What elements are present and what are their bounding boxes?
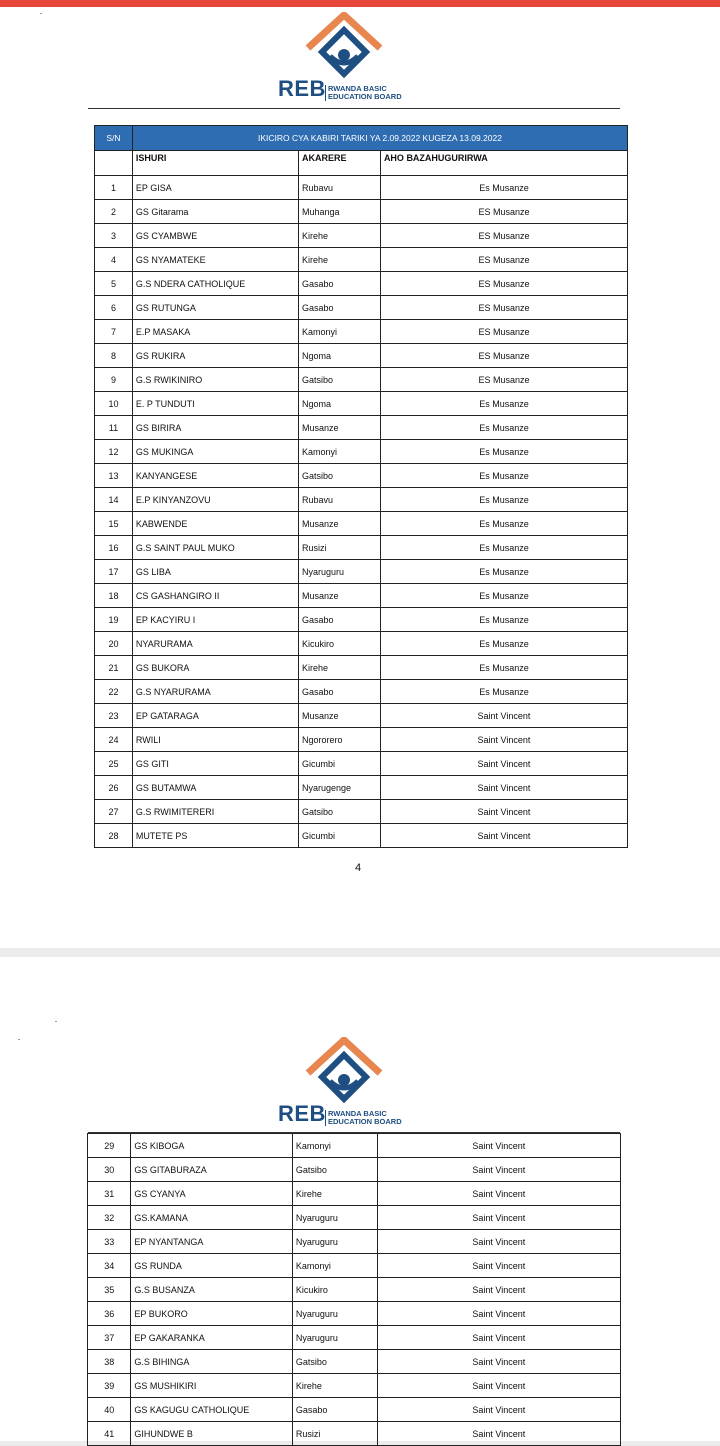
district-name: Kamonyi [298,440,380,464]
school-name: GS LIBA [132,560,298,584]
sn-header: S/N [95,126,133,151]
training-center: Saint Vincent [377,1422,620,1446]
school-name: GS KIBOGA [131,1134,293,1158]
school-name: GS RUKIRA [132,344,298,368]
table-row [95,680,628,704]
table-row [95,584,628,608]
district-name: Gatsibo [292,1350,377,1374]
table-row [95,464,628,488]
table-row [95,296,628,320]
school-name: G.S BUSANZA [131,1278,293,1302]
reb-subtitle [325,85,402,101]
district-name: Gasabo [298,680,380,704]
table-row [95,800,628,824]
district-name: Gatsibo [298,464,380,488]
row-number: 41 [88,1422,131,1446]
table-row [95,200,628,224]
row-number: 29 [88,1134,131,1158]
school-name: EP GATARAGA [132,704,298,728]
training-center: ES Musanze [380,344,627,368]
school-name: EP NYANTANGA [131,1230,293,1254]
row-number: 2 [95,200,133,224]
district-name: Nyarugenge [298,776,380,800]
district-name: Kamonyi [298,320,380,344]
school-name: GS BIRIRA [132,416,298,440]
training-center: Es Musanze [380,608,627,632]
row-number: 21 [95,656,133,680]
row-number: 9 [95,368,133,392]
training-center: Es Musanze [380,440,627,464]
district-name: Gatsibo [298,800,380,824]
school-name: GS CYANYA [131,1182,293,1206]
reb-subtitle-line1: RWANDA BASIC [328,1109,387,1118]
table-row [95,560,628,584]
training-center: Es Musanze [380,416,627,440]
district-name: Gasabo [298,608,380,632]
table-row [88,1398,621,1422]
schools-table [94,125,628,848]
table-row [88,1158,621,1182]
table-row [95,344,628,368]
school-name: GS NYAMATEKE [132,248,298,272]
table-row [88,1182,621,1206]
school-name: KABWENDE [132,512,298,536]
district-name: Kirehe [292,1182,377,1206]
row-number: 6 [95,296,133,320]
school-name: GS MUKINGA [132,440,298,464]
district-name: Kirehe [298,248,380,272]
table-row [95,224,628,248]
district-name: Rubavu [298,488,380,512]
school-name: E.P MASAKA [132,320,298,344]
school-name: G.S RWIMITERERI [132,800,298,824]
row-number: 5 [95,272,133,296]
school-name: G.S SAINT PAUL MUKO [132,536,298,560]
district-name: Musanze [298,584,380,608]
row-number: 32 [88,1206,131,1230]
training-center: Saint Vincent [380,728,627,752]
page-number: 4 [355,862,362,874]
table-row [95,656,628,680]
school-name: EP BUKORO [131,1302,293,1326]
school-name: G.S BIHINGA [131,1350,293,1374]
row-number: 17 [95,560,133,584]
reb-wordmark: REB [278,1101,326,1126]
district-name: Gasabo [298,272,380,296]
school-name: GS KAGUGU CATHOLIQUE [131,1398,293,1422]
row-number: 15 [95,512,133,536]
row-number: 18 [95,584,133,608]
row-number: 3 [95,224,133,248]
district-name: Muhanga [298,200,380,224]
reb-emblem-icon [304,1037,384,1103]
table-row [95,248,628,272]
reb-emblem-icon [304,12,384,78]
training-center: Es Musanze [380,560,627,584]
training-center: ES Musanze [380,296,627,320]
row-number: 35 [88,1278,131,1302]
table-row [88,1134,621,1158]
school-name: GS CYAMBWE [132,224,298,248]
school-name: G.S NDERA CATHOLIQUE [132,272,298,296]
school-name: GIHUNDWE B [131,1422,293,1446]
training-center: Es Musanze [380,176,627,200]
table-row [95,704,628,728]
training-center: ES Musanze [380,248,627,272]
school-name: EP GISA [132,176,298,200]
district-name: Kirehe [292,1374,377,1398]
reb-logo [0,1037,720,1132]
school-name: EP GAKARANKA [131,1326,293,1350]
training-center: Es Musanze [380,656,627,680]
training-center: Saint Vincent [377,1326,620,1350]
training-center: Es Musanze [380,680,627,704]
district-name: Nyaruguru [292,1326,377,1350]
training-center: Saint Vincent [377,1302,620,1326]
school-name: GS.KAMANA [131,1206,293,1230]
district-name: Gatsibo [298,368,380,392]
school-name: GS RUNDA [131,1254,293,1278]
training-center: Es Musanze [380,632,627,656]
training-center: Saint Vincent [377,1398,620,1422]
district-name: Nyaruguru [298,560,380,584]
district-name: Gicumbi [298,752,380,776]
school-name: GS GITABURAZA [131,1158,293,1182]
table-row [95,512,628,536]
school-name: KANYANGESE [132,464,298,488]
training-center: Saint Vincent [380,800,627,824]
school-name: RWILI [132,728,298,752]
table-row [95,176,628,200]
district-name: Kamonyi [292,1134,377,1158]
school-name: MUTETE PS [132,824,298,848]
table-row [95,368,628,392]
table-row [95,488,628,512]
row-number: 38 [88,1350,131,1374]
training-center: Saint Vincent [380,824,627,848]
training-center: Saint Vincent [377,1134,620,1158]
table-row [95,728,628,752]
table-row [95,320,628,344]
district-name: Kirehe [298,224,380,248]
district-name: Kirehe [298,656,380,680]
table-row [88,1278,621,1302]
district-name: Nyaruguru [292,1302,377,1326]
school-name: GS GITI [132,752,298,776]
row-number: 1 [95,176,133,200]
table-row [95,416,628,440]
district-name: Ngororero [298,728,380,752]
row-number: 12 [95,440,133,464]
table-row [95,440,628,464]
reb-subtitle-line1: RWANDA BASIC [328,84,387,93]
row-number: 26 [95,776,133,800]
training-center: Saint Vincent [377,1350,620,1374]
training-center: Saint Vincent [377,1158,620,1182]
row-number: 4 [95,248,133,272]
district-name: Kicukiro [298,632,380,656]
row-number: 39 [88,1374,131,1398]
top-accent-bar [0,0,720,7]
row-number: 37 [88,1326,131,1350]
table-row [88,1350,621,1374]
training-center: ES Musanze [380,224,627,248]
district-name: Rusizi [292,1422,377,1446]
table-row [88,1326,621,1350]
training-center: Es Musanze [380,464,627,488]
row-number: 24 [95,728,133,752]
row-number: 28 [95,824,133,848]
row-number: 16 [95,536,133,560]
row-number: 25 [95,752,133,776]
district-name: Musanze [298,512,380,536]
row-number: 33 [88,1230,131,1254]
table-row [95,392,628,416]
reb-subtitle-line2: EDUCATION BOARD [328,1117,402,1126]
district-name: Kamonyi [292,1254,377,1278]
district-name: Kicukiro [292,1278,377,1302]
district-name: Nyaruguru [292,1206,377,1230]
schools-table-continued [87,1133,621,1446]
school-name: G.S NYARURAMA [132,680,298,704]
table-row [88,1254,621,1278]
district-name: Ngoma [298,392,380,416]
training-center: Saint Vincent [380,704,627,728]
school-name: GS RUTUNGA [132,296,298,320]
session-title: IKICIRO CYA KABIRI TARIKI YA 2.09.2022 KUGEZA 13.09.2022 [132,126,627,151]
row-number: 36 [88,1302,131,1326]
school-name: G.S RWIKINIRO [132,368,298,392]
training-center: Saint Vincent [377,1374,620,1398]
district-column-header: AKARERE [298,151,380,176]
training-center: Es Musanze [380,392,627,416]
document-page-2 [0,957,720,1441]
table-row [95,272,628,296]
school-name: NYARURAMA [132,632,298,656]
table-row [88,1422,621,1446]
table-row [95,536,628,560]
training-center: Saint Vincent [377,1206,620,1230]
table-row [88,1302,621,1326]
district-name: Gasabo [292,1398,377,1422]
header-rule [88,108,620,109]
district-name: Rubavu [298,176,380,200]
training-center: Es Musanze [380,536,627,560]
school-name: GS MUSHIKIRI [131,1374,293,1398]
training-center: Saint Vincent [377,1254,620,1278]
row-number: 27 [95,800,133,824]
reb-subtitle-line2: EDUCATION BOARD [328,92,402,101]
table-row [95,632,628,656]
training-center: Saint Vincent [377,1230,620,1254]
blank-header-cell [95,151,133,176]
row-number: 30 [88,1158,131,1182]
row-number: 34 [88,1254,131,1278]
row-number: 20 [95,632,133,656]
training-center: ES Musanze [380,320,627,344]
training-center: Es Musanze [380,512,627,536]
table-row [95,752,628,776]
school-name: GS BUTAMWA [132,776,298,800]
district-name: Musanze [298,704,380,728]
district-name: Musanze [298,416,380,440]
training-center: ES Musanze [380,272,627,296]
row-number: 22 [95,680,133,704]
district-name: Gasabo [298,296,380,320]
training-center: Es Musanze [380,488,627,512]
table-row [88,1206,621,1230]
row-number: 14 [95,488,133,512]
row-number: 19 [95,608,133,632]
district-name: Nyaruguru [292,1230,377,1254]
row-number: 31 [88,1182,131,1206]
table-row [95,776,628,800]
row-number: 40 [88,1398,131,1422]
row-number: 7 [95,320,133,344]
training-center: ES Musanze [380,200,627,224]
school-name: EP KACYIRU I [132,608,298,632]
row-number: 11 [95,416,133,440]
table-row [95,608,628,632]
district-name: Ngoma [298,344,380,368]
column-header-row [95,151,628,176]
district-name: Rusizi [298,536,380,560]
training-center: Saint Vincent [377,1182,620,1206]
row-number: 13 [95,464,133,488]
reb-wordmark: REB [278,76,326,101]
scan-speck [55,1021,57,1022]
training-center: Saint Vincent [380,752,627,776]
district-name: Gicumbi [298,824,380,848]
table-row [88,1374,621,1398]
school-name: E.P KINYANZOVU [132,488,298,512]
row-number: 8 [95,344,133,368]
reb-logo [0,12,720,107]
table-row [88,1230,621,1254]
row-number: 10 [95,392,133,416]
table-title-row [95,126,628,151]
school-column-header: ISHURI [132,151,298,176]
school-name: CS GASHANGIRO II [132,584,298,608]
school-name: E. P TUNDUTI [132,392,298,416]
row-number: 23 [95,704,133,728]
school-name: GS BUKORA [132,656,298,680]
training-center: Saint Vincent [377,1278,620,1302]
center-column-header: AHO BAZAHUGURIRWA [380,151,627,176]
table-row [95,824,628,848]
district-name: Gatsibo [292,1158,377,1182]
training-center: ES Musanze [380,368,627,392]
reb-subtitle [325,1110,402,1126]
training-center: Saint Vincent [380,776,627,800]
training-center: Es Musanze [380,584,627,608]
document-page-1 [0,7,720,948]
school-name: GS Gitarama [132,200,298,224]
